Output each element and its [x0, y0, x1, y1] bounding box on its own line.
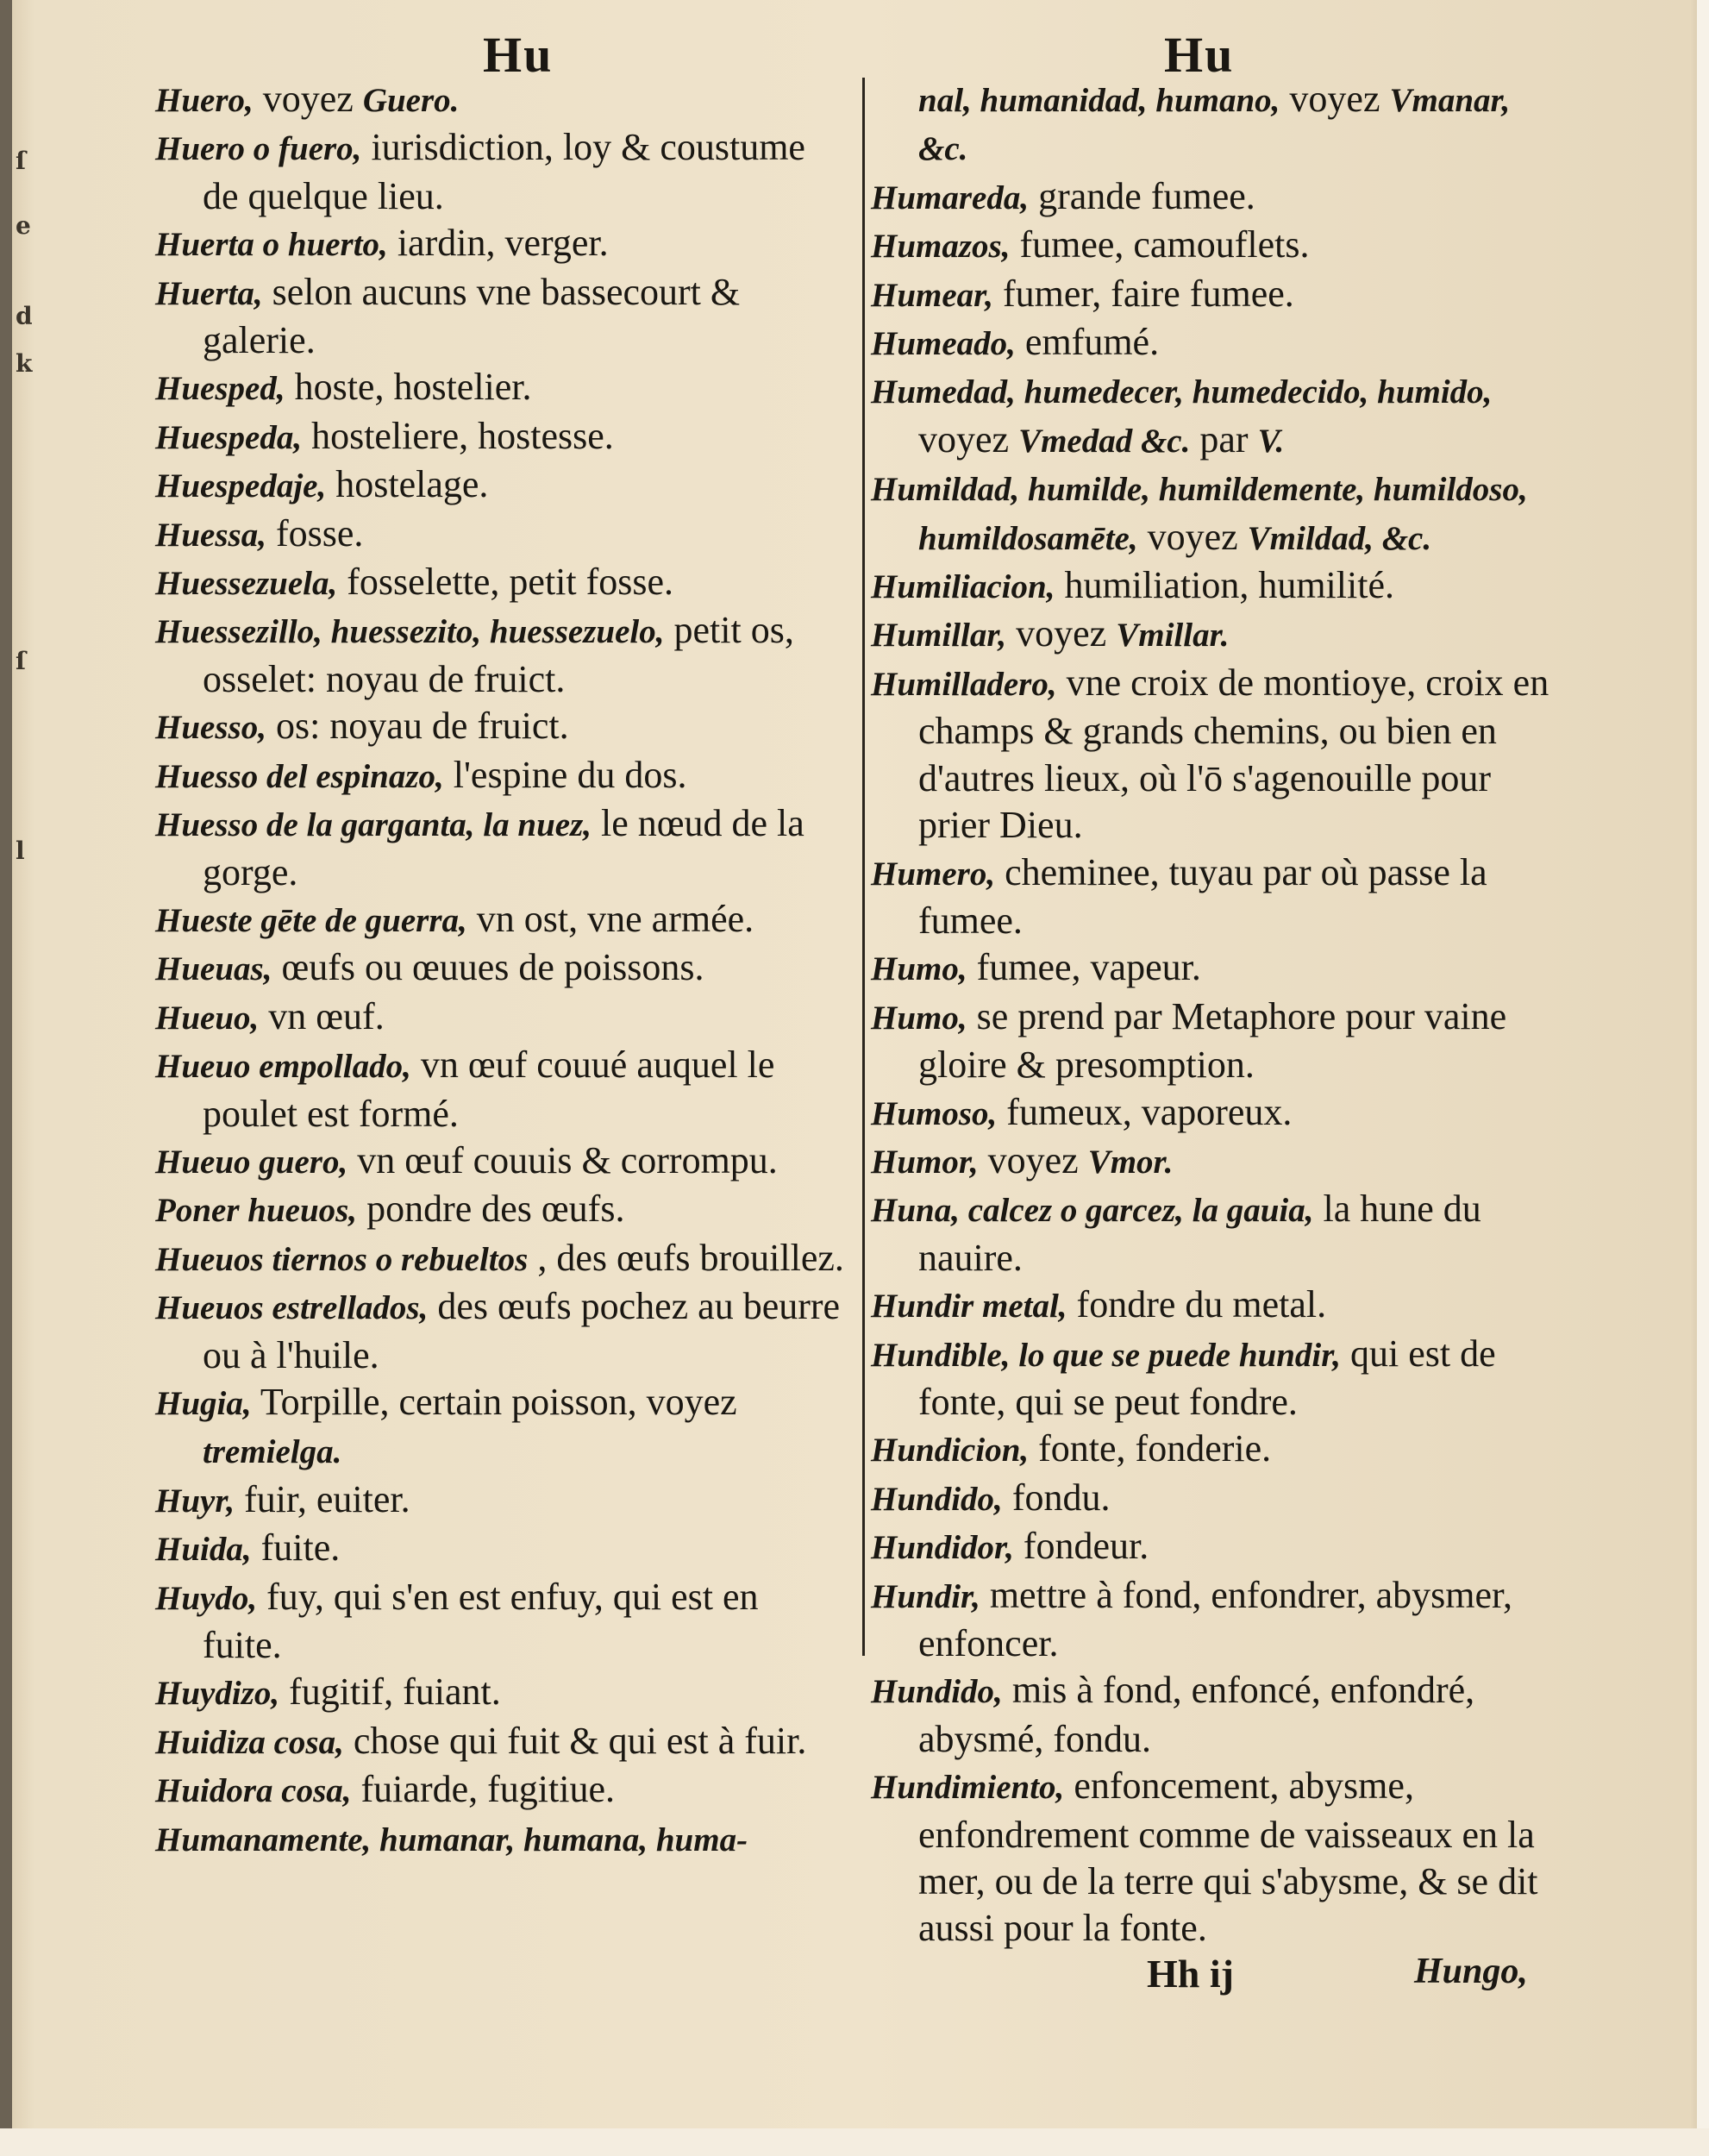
- entry-headword: Humo,: [871, 999, 967, 1037]
- page-edge-bottom: [0, 2128, 1709, 2156]
- entry-headword: Hueuos tiernos o rebueltos: [155, 1240, 529, 1278]
- dictionary-entry: [871, 222, 1561, 270]
- entry-headword: Humedad, humedecer, humedecido, humido,: [871, 373, 1493, 411]
- entry-definition: voyez: [978, 1138, 1088, 1181]
- entry-definition: fuiarde, fugitiue.: [351, 1768, 615, 1811]
- dictionary-entry: [155, 269, 845, 365]
- entry-headword: Huerta o huerto,: [155, 226, 388, 264]
- entry-definition: fuy, qui s'en est enfuy, qui est en fuite.: [203, 1575, 759, 1666]
- entry-headword: Hugia,: [155, 1384, 252, 1422]
- dictionary-entry: [155, 896, 845, 944]
- entry-headword: tremielga.: [203, 1433, 342, 1471]
- entry-definition: vn œuf couuis & corrompu.: [347, 1138, 778, 1181]
- entry-definition: hoste, hostelier.: [285, 366, 532, 409]
- entry-definition: vne croix de montioye, croix en champs & grands chemins, ou bien en d'autres lieux, où l'ō s'agenouille pour prier Dieu.: [918, 661, 1549, 847]
- entry-headword: Hueuo guero,: [155, 1143, 348, 1181]
- entry-definition: fuir, euiter.: [235, 1477, 410, 1520]
- entry-headword: Hueste gēte de guerra,: [155, 901, 467, 939]
- entry-headword: V.: [1257, 422, 1285, 460]
- entry-headword: Humillar,: [871, 617, 1007, 655]
- dictionary-entry: [871, 465, 1561, 562]
- left-column: [155, 76, 845, 1864]
- entry-definition: œufs ou œuues de poissons.: [272, 946, 704, 989]
- entry-definition: fuite.: [251, 1526, 341, 1570]
- dictionary-entry: [155, 1669, 845, 1717]
- entry-headword: Huesso de la garganta, la nuez,: [155, 806, 592, 844]
- dictionary-entry: [155, 511, 845, 559]
- entry-definition: fumee, vapeur.: [967, 946, 1201, 989]
- dictionary-entry: [155, 1574, 845, 1670]
- entry-definition: fosselette, petit fosse.: [337, 561, 674, 604]
- entry-headword: Humildad, humilde, humildemente, humildoso, humildosamēte,: [871, 471, 1528, 557]
- entry-headword: Hueuo empollado,: [155, 1048, 411, 1086]
- entry-headword: Hueuo,: [155, 999, 260, 1037]
- dictionary-entry: [871, 1089, 1561, 1138]
- entry-headword: Huydizo,: [155, 1675, 280, 1713]
- entry-headword: Humoso,: [871, 1094, 998, 1132]
- dictionary-entry: [155, 1042, 845, 1138]
- dictionary-entry: [871, 660, 1561, 849]
- page-edge-right: [1697, 0, 1709, 2156]
- entry-definition: se prend par Metaphore pour vaine gloire & presomption.: [918, 994, 1507, 1087]
- dictionary-entry: [871, 76, 1561, 173]
- entry-headword: Vmanar, &c.: [918, 82, 1511, 168]
- dictionary-entry: [155, 124, 845, 220]
- entry-definition: mettre à fond, enfondrer, abysmer, enfoncer.: [918, 1573, 1512, 1664]
- entry-definition: par: [1190, 417, 1258, 461]
- binding-shadow: [0, 0, 12, 2156]
- entry-definition: grande fumee.: [1029, 174, 1255, 217]
- entry-definition: l'espine du dos.: [443, 753, 687, 796]
- dictionary-entry: [871, 1331, 1561, 1426]
- dictionary-entry: [871, 1138, 1561, 1186]
- entry-definition: des œufs pochez au beurre ou à l'huile.: [203, 1285, 841, 1376]
- entry-headword: Hundido,: [871, 1480, 1003, 1518]
- entry-headword: Humiliacion,: [871, 568, 1055, 606]
- entry-headword: Hundido,: [871, 1673, 1003, 1711]
- dictionary-entry: [871, 1186, 1561, 1282]
- dictionary-entry: [155, 944, 845, 993]
- entry-headword: Humear,: [871, 276, 993, 314]
- entry-headword: Huyr,: [155, 1482, 235, 1520]
- entry-headword: Huydo,: [155, 1579, 258, 1617]
- entry-definition: qui est de fonte, qui se peut fondre.: [918, 1332, 1496, 1423]
- entry-headword: Humazos,: [871, 228, 1011, 266]
- entry-definition: fumer, faire fumee.: [992, 272, 1294, 315]
- running-headword-right: Hu: [1164, 27, 1235, 83]
- entry-definition: enfoncement, abysme, enfondrement comme de vaisseaux en la mer, ou de la terre qui s'abysme, & se dit aussi pour la fonte.: [918, 1764, 1538, 1950]
- dictionary-entry: [155, 1379, 845, 1476]
- dictionary-entry: [155, 1283, 845, 1379]
- entry-headword: Huespeda,: [155, 418, 303, 456]
- entry-definition: voyez: [1280, 78, 1390, 120]
- entry-definition: voyez: [1006, 612, 1117, 655]
- dictionary-entry: [155, 752, 845, 800]
- entry-headword: Vmildad, &c.: [1247, 519, 1432, 557]
- entry-definition: la hune du nauire.: [918, 1188, 1481, 1279]
- dictionary-entry: [871, 173, 1561, 222]
- entry-headword: Hundible, lo que se puede hundir,: [871, 1336, 1342, 1374]
- entry-headword: Humareda,: [871, 179, 1030, 216]
- entry-definition: fonte, fonderie.: [1029, 1427, 1272, 1470]
- entry-headword: Humo,: [871, 950, 967, 988]
- entry-headword: Hundir,: [871, 1577, 980, 1615]
- entry-headword: Humero,: [871, 855, 996, 893]
- dictionary-entry: [155, 1186, 845, 1234]
- dictionary-entry: [871, 367, 1561, 465]
- dictionary-entry: [871, 993, 1561, 1089]
- entry-definition: voyez: [1137, 515, 1248, 558]
- dictionary-entry: [871, 944, 1561, 993]
- entry-headword: Hueuos estrellados,: [155, 1289, 429, 1327]
- entry-definition: fumeux, vaporeux.: [997, 1090, 1293, 1133]
- entry-headword: Huidora cosa,: [155, 1772, 352, 1810]
- dictionary-entry: [871, 1572, 1561, 1668]
- entry-headword: Humanamente, humanar, humana, huma-: [155, 1821, 748, 1858]
- entry-headword: Guero.: [362, 82, 460, 119]
- entry-definition: selon aucuns vne bassecourt & galerie.: [203, 270, 741, 362]
- entry-headword: Huessezuela,: [155, 565, 338, 603]
- entry-headword: nal, humanidad, humano,: [918, 82, 1280, 119]
- entry-headword: Huero,: [155, 82, 254, 119]
- entry-headword: Poner hueuos,: [155, 1192, 358, 1230]
- entry-definition: , des œufs brouillez.: [528, 1236, 844, 1279]
- dictionary-entry: [871, 1523, 1561, 1571]
- entry-definition: emfumé.: [1015, 321, 1160, 364]
- entry-headword: Huerta,: [155, 274, 263, 312]
- dictionary-entry: [155, 993, 845, 1042]
- dictionary-entry: [155, 1235, 845, 1283]
- entry-headword: Hundir metal,: [871, 1288, 1067, 1326]
- entry-definition: fondu.: [1002, 1476, 1111, 1519]
- entry-definition: chose qui fuit & qui est à fuir.: [343, 1719, 807, 1762]
- dictionary-entry: [155, 800, 845, 896]
- entry-headword: Vmillar.: [1116, 617, 1230, 655]
- entry-definition: fosse.: [266, 511, 364, 555]
- dictionary-entry: [155, 76, 845, 124]
- dictionary-entry: [155, 413, 845, 461]
- entry-headword: Huesso,: [155, 709, 266, 747]
- entry-headword: Hundidor,: [871, 1529, 1014, 1567]
- entry-definition: pondre des œufs.: [357, 1188, 625, 1231]
- entry-headword: Hundimiento,: [871, 1769, 1065, 1807]
- entry-definition: iardin, verger.: [387, 222, 609, 265]
- entry-definition: fondeur.: [1013, 1525, 1149, 1568]
- entry-definition: fondre du metal.: [1067, 1283, 1327, 1326]
- entry-headword: Humilladero,: [871, 665, 1057, 703]
- dictionary-entry: [155, 607, 845, 703]
- dictionary-entry: [155, 703, 845, 751]
- entry-headword: Huesped,: [155, 370, 285, 408]
- right-column: [871, 76, 1561, 1952]
- entry-headword: Humor,: [871, 1143, 979, 1181]
- signature-mark: Hh ij: [1147, 1952, 1234, 1996]
- dictionary-entry: [155, 461, 845, 510]
- dictionary-entry: [871, 1475, 1561, 1523]
- entry-headword: Hueuas,: [155, 950, 272, 988]
- entry-headword: Huessa,: [155, 516, 266, 554]
- dictionary-entry: [155, 220, 845, 268]
- entry-headword: Huidiza cosa,: [155, 1723, 344, 1761]
- column-divider: [862, 78, 865, 1656]
- entry-headword: Huessezillo, huessezito, huessezuelo,: [155, 613, 665, 651]
- running-headword-left: Hu: [483, 27, 554, 83]
- entry-definition: fumee, camouflets.: [1010, 223, 1310, 266]
- bleed-through-marks: ſ e d k ſ l: [16, 147, 33, 865]
- entry-headword: Huna, calcez o garcez, la gauia,: [871, 1192, 1314, 1230]
- dictionary-entry: [155, 1476, 845, 1525]
- dictionary-entry: [871, 271, 1561, 319]
- dictionary-entry: [871, 319, 1561, 367]
- entry-definition: iurisdiction, loy & coustume de quelque lieu.: [203, 126, 805, 217]
- dictionary-entry: [871, 1667, 1561, 1763]
- entry-definition: voyez: [918, 417, 1019, 461]
- entry-headword: Huesso del espinazo,: [155, 757, 444, 795]
- entry-definition: vn ost, vne armée.: [466, 897, 754, 940]
- entry-headword: Huero o fuero,: [155, 130, 362, 168]
- dictionary-entry: [155, 559, 845, 607]
- entry-headword: Humeado,: [871, 325, 1016, 363]
- entry-definition: vn œuf couué auquel le poulet est formé.: [203, 1044, 775, 1135]
- entry-definition: hostelage.: [326, 463, 489, 506]
- dictionary-entry: [871, 1426, 1561, 1474]
- entry-definition: voyez: [253, 78, 363, 120]
- entry-definition: hosteliere, hostesse.: [302, 414, 614, 457]
- entry-definition: le nœud de la gorge.: [203, 802, 804, 893]
- entry-headword: Vmedad &c.: [1018, 422, 1191, 460]
- dictionary-entry: [155, 1718, 845, 1766]
- entry-definition: mis à fond, enfoncé, enfondré, abysmé, fondu.: [918, 1669, 1475, 1760]
- entry-definition: petit os, osselet: noyau de fruict.: [203, 609, 794, 700]
- entry-definition: fugitif, fuiant.: [279, 1670, 501, 1714]
- dictionary-entry: [871, 1763, 1561, 1952]
- dictionary-entry: [155, 1138, 845, 1186]
- dictionary-entry: [155, 1766, 845, 1814]
- entry-headword: Hundicion,: [871, 1432, 1030, 1470]
- entry-definition: cheminee, tuyau par où passe la fumee.: [918, 850, 1487, 942]
- entry-definition: Torpille, certain poisson, voyez: [251, 1380, 737, 1423]
- dictionary-entry: [871, 562, 1561, 611]
- dictionary-entry: [871, 1282, 1561, 1330]
- catchword: Hungo,: [1414, 1952, 1528, 1991]
- dictionary-entry: [155, 1815, 845, 1864]
- entry-definition: vn œuf.: [259, 994, 385, 1037]
- dictionary-entry: [871, 611, 1561, 659]
- entry-definition: os: noyau de fruict.: [266, 705, 569, 748]
- dictionary-entry: [155, 364, 845, 412]
- entry-headword: Vmor.: [1087, 1143, 1174, 1181]
- entry-headword: Huida,: [155, 1531, 252, 1569]
- dictionary-entry: [871, 849, 1561, 945]
- entry-headword: Huespedaje,: [155, 467, 327, 505]
- dictionary-entry: [155, 1525, 845, 1573]
- entry-definition: humiliation, humilité.: [1055, 564, 1394, 607]
